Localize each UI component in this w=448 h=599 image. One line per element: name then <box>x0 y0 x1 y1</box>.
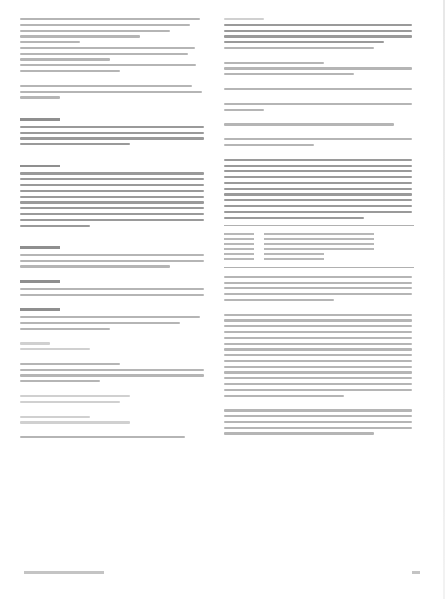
text-line <box>20 225 90 227</box>
text-line <box>224 41 384 43</box>
text-line <box>20 91 202 93</box>
text-line <box>224 176 412 178</box>
text-line <box>224 432 374 434</box>
text-line <box>20 288 204 290</box>
text-line <box>224 18 264 20</box>
text-line <box>224 325 412 327</box>
text-line <box>224 73 354 75</box>
text-line <box>224 205 412 207</box>
left-column <box>20 18 206 442</box>
text-line <box>20 137 204 139</box>
text-line <box>20 143 130 145</box>
text-line <box>224 159 412 161</box>
text-line <box>20 18 200 20</box>
text-line <box>20 207 204 209</box>
text-line <box>224 337 412 339</box>
text-line <box>20 254 204 256</box>
text-line <box>20 85 192 87</box>
text-line <box>20 201 204 203</box>
text-line <box>224 371 412 373</box>
text-line <box>224 287 412 289</box>
text-line <box>224 188 412 190</box>
section-heading <box>20 118 60 121</box>
text-line <box>20 380 100 382</box>
text-line <box>224 165 412 167</box>
text-line <box>224 314 412 316</box>
text-line <box>224 182 412 184</box>
text-line <box>224 409 412 411</box>
text-line <box>224 415 412 417</box>
text-line <box>224 144 314 146</box>
text-line <box>20 421 130 423</box>
text-line <box>20 294 204 296</box>
text-line <box>224 331 412 333</box>
text-line <box>224 366 412 368</box>
text-line <box>20 265 170 267</box>
text-line <box>224 62 324 64</box>
page-number <box>412 571 420 574</box>
text-line <box>224 199 412 201</box>
text-line <box>224 67 412 69</box>
text-line <box>20 47 195 49</box>
text-line <box>20 132 204 134</box>
section-heading <box>20 165 60 168</box>
text-line <box>20 126 204 128</box>
text-line <box>224 360 412 362</box>
text-line <box>20 436 185 438</box>
text-line <box>20 416 90 418</box>
text-line <box>224 427 412 429</box>
text-line <box>20 395 130 397</box>
section-heading <box>20 308 60 311</box>
text-line <box>20 316 200 318</box>
text-line <box>224 88 412 90</box>
text-line <box>224 123 394 125</box>
text-line <box>20 24 190 26</box>
text-line <box>20 178 204 180</box>
text-line <box>20 260 204 262</box>
text-line <box>20 213 204 215</box>
page-footer <box>24 571 104 574</box>
text-line <box>20 70 120 72</box>
text-line <box>224 109 264 111</box>
text-line <box>224 377 412 379</box>
section-heading <box>20 246 60 249</box>
text-line <box>224 395 344 397</box>
text-line <box>20 172 204 174</box>
text-line <box>224 348 412 350</box>
text-line <box>224 193 412 195</box>
right-column <box>224 18 414 438</box>
text-line <box>224 24 412 26</box>
text-line <box>20 374 204 376</box>
text-line <box>20 219 204 221</box>
text-line <box>224 217 364 219</box>
data-table <box>224 225 414 268</box>
text-line <box>20 401 120 403</box>
text-line <box>224 30 412 32</box>
text-line <box>20 53 188 55</box>
text-line <box>224 421 412 423</box>
text-line <box>20 196 204 198</box>
text-line <box>20 64 196 66</box>
section-heading <box>20 280 60 283</box>
text-line <box>224 35 412 37</box>
text-line <box>20 348 90 350</box>
text-line <box>224 282 412 284</box>
text-line <box>224 343 412 345</box>
text-line <box>20 35 140 37</box>
text-line <box>224 383 412 385</box>
text-line <box>20 41 80 43</box>
scan-edge <box>443 0 445 599</box>
text-line <box>224 170 412 172</box>
text-line <box>20 342 50 344</box>
text-line <box>224 389 412 391</box>
text-line <box>20 363 120 365</box>
text-line <box>224 103 412 105</box>
text-line <box>224 211 412 213</box>
text-line <box>20 58 110 60</box>
text-line <box>224 276 412 278</box>
text-line <box>20 96 60 98</box>
text-line <box>20 190 204 192</box>
text-line <box>224 47 374 49</box>
text-line <box>20 369 204 371</box>
text-line <box>20 184 204 186</box>
text-line <box>224 293 412 295</box>
text-line <box>224 299 334 301</box>
text-line <box>224 138 412 140</box>
text-line <box>20 322 180 324</box>
text-line <box>20 328 110 330</box>
text-line <box>20 30 170 32</box>
text-line <box>224 319 412 321</box>
text-line <box>224 354 412 356</box>
